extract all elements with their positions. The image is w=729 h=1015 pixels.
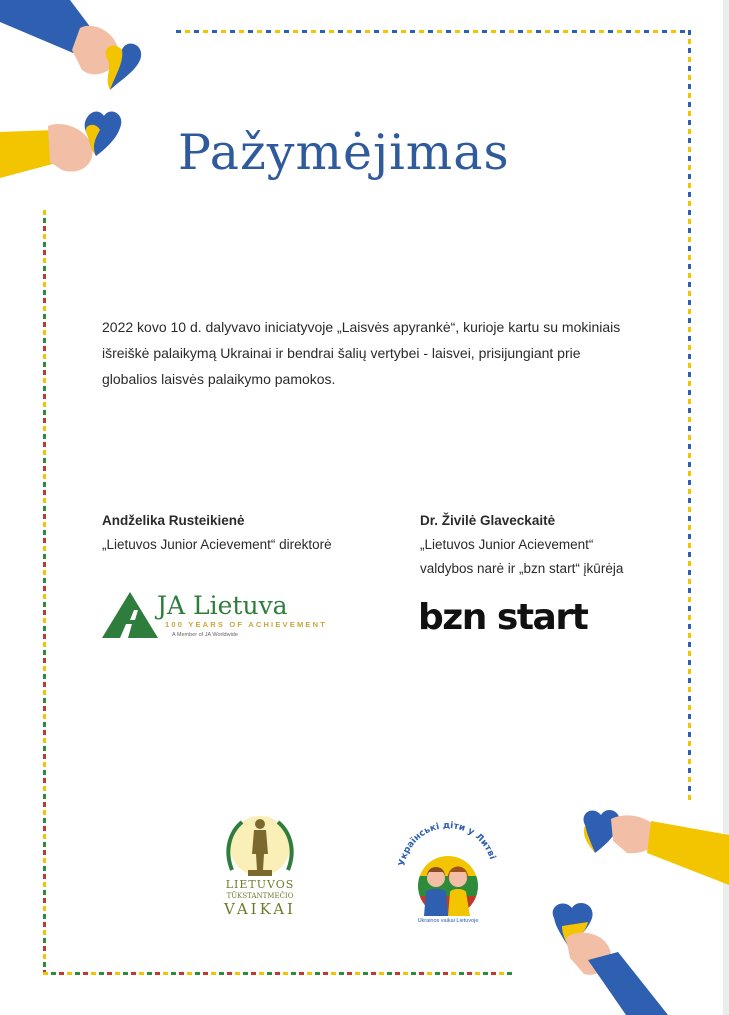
ltv-line2: TŪKSTANTMEČIO (226, 892, 294, 900)
ja-wordmark: JA Lietuva (157, 591, 288, 620)
ja-mountain-icon (102, 590, 158, 640)
statue-emblem-icon (210, 810, 310, 880)
signatory-name: Andželika Rusteikienė (102, 513, 245, 528)
border-left (43, 210, 46, 975)
signatory-right (420, 509, 623, 581)
border-right (688, 30, 691, 800)
certificate-body: 2022 kovo 10 d. dalyvavo iniciatyvoje „Laisvės apyrankė“, kurioje kartu su mokiniais išreiškė palaikymą Ukrainai ir bendrai šalių vertybei - laisvei, prisijungiant prie globalios laisvės palaikymo pamokos. (102, 319, 621, 387)
ja-subline: A Member of JA Worldwide (172, 632, 238, 638)
signatory-role: „Lietuvos Junior Acievement“ direktorė (102, 537, 332, 552)
ja-lietuva-logo (102, 588, 332, 644)
ltv-logo (210, 810, 310, 920)
hand-heart-icon (548, 900, 729, 1015)
bzn-start-logo: bzn start (418, 597, 588, 638)
certificate-title: Pažymėjimas (178, 124, 510, 181)
ltv-line3: VAIKAI (224, 900, 296, 918)
hand-heart-icon (575, 805, 729, 895)
hand-heart-icon (0, 100, 130, 190)
hand-heart-icon (0, 0, 160, 110)
ua-children-logo (392, 812, 504, 930)
children-flag-icon (392, 812, 504, 918)
signatory-role: „Lietuvos Junior Acievement“ (420, 537, 594, 552)
ua-arc-text: Українські діти у Литві (397, 820, 497, 868)
signatory-left (102, 509, 332, 557)
border-top (176, 30, 690, 33)
ltv-line1: LIETUVOS (225, 878, 295, 891)
ja-tagline: 100 YEARS OF ACHIEVEMENT (165, 620, 327, 629)
signatory-role-cont: valdybos narė ir „bzn start“ įkūrėja (420, 561, 624, 576)
border-bottom (43, 972, 515, 975)
ua-footer-text: Ukrainos vaikai Lietuvoje (417, 918, 479, 924)
signatory-name: Dr. Živilė Glaveckaitė (420, 513, 556, 528)
